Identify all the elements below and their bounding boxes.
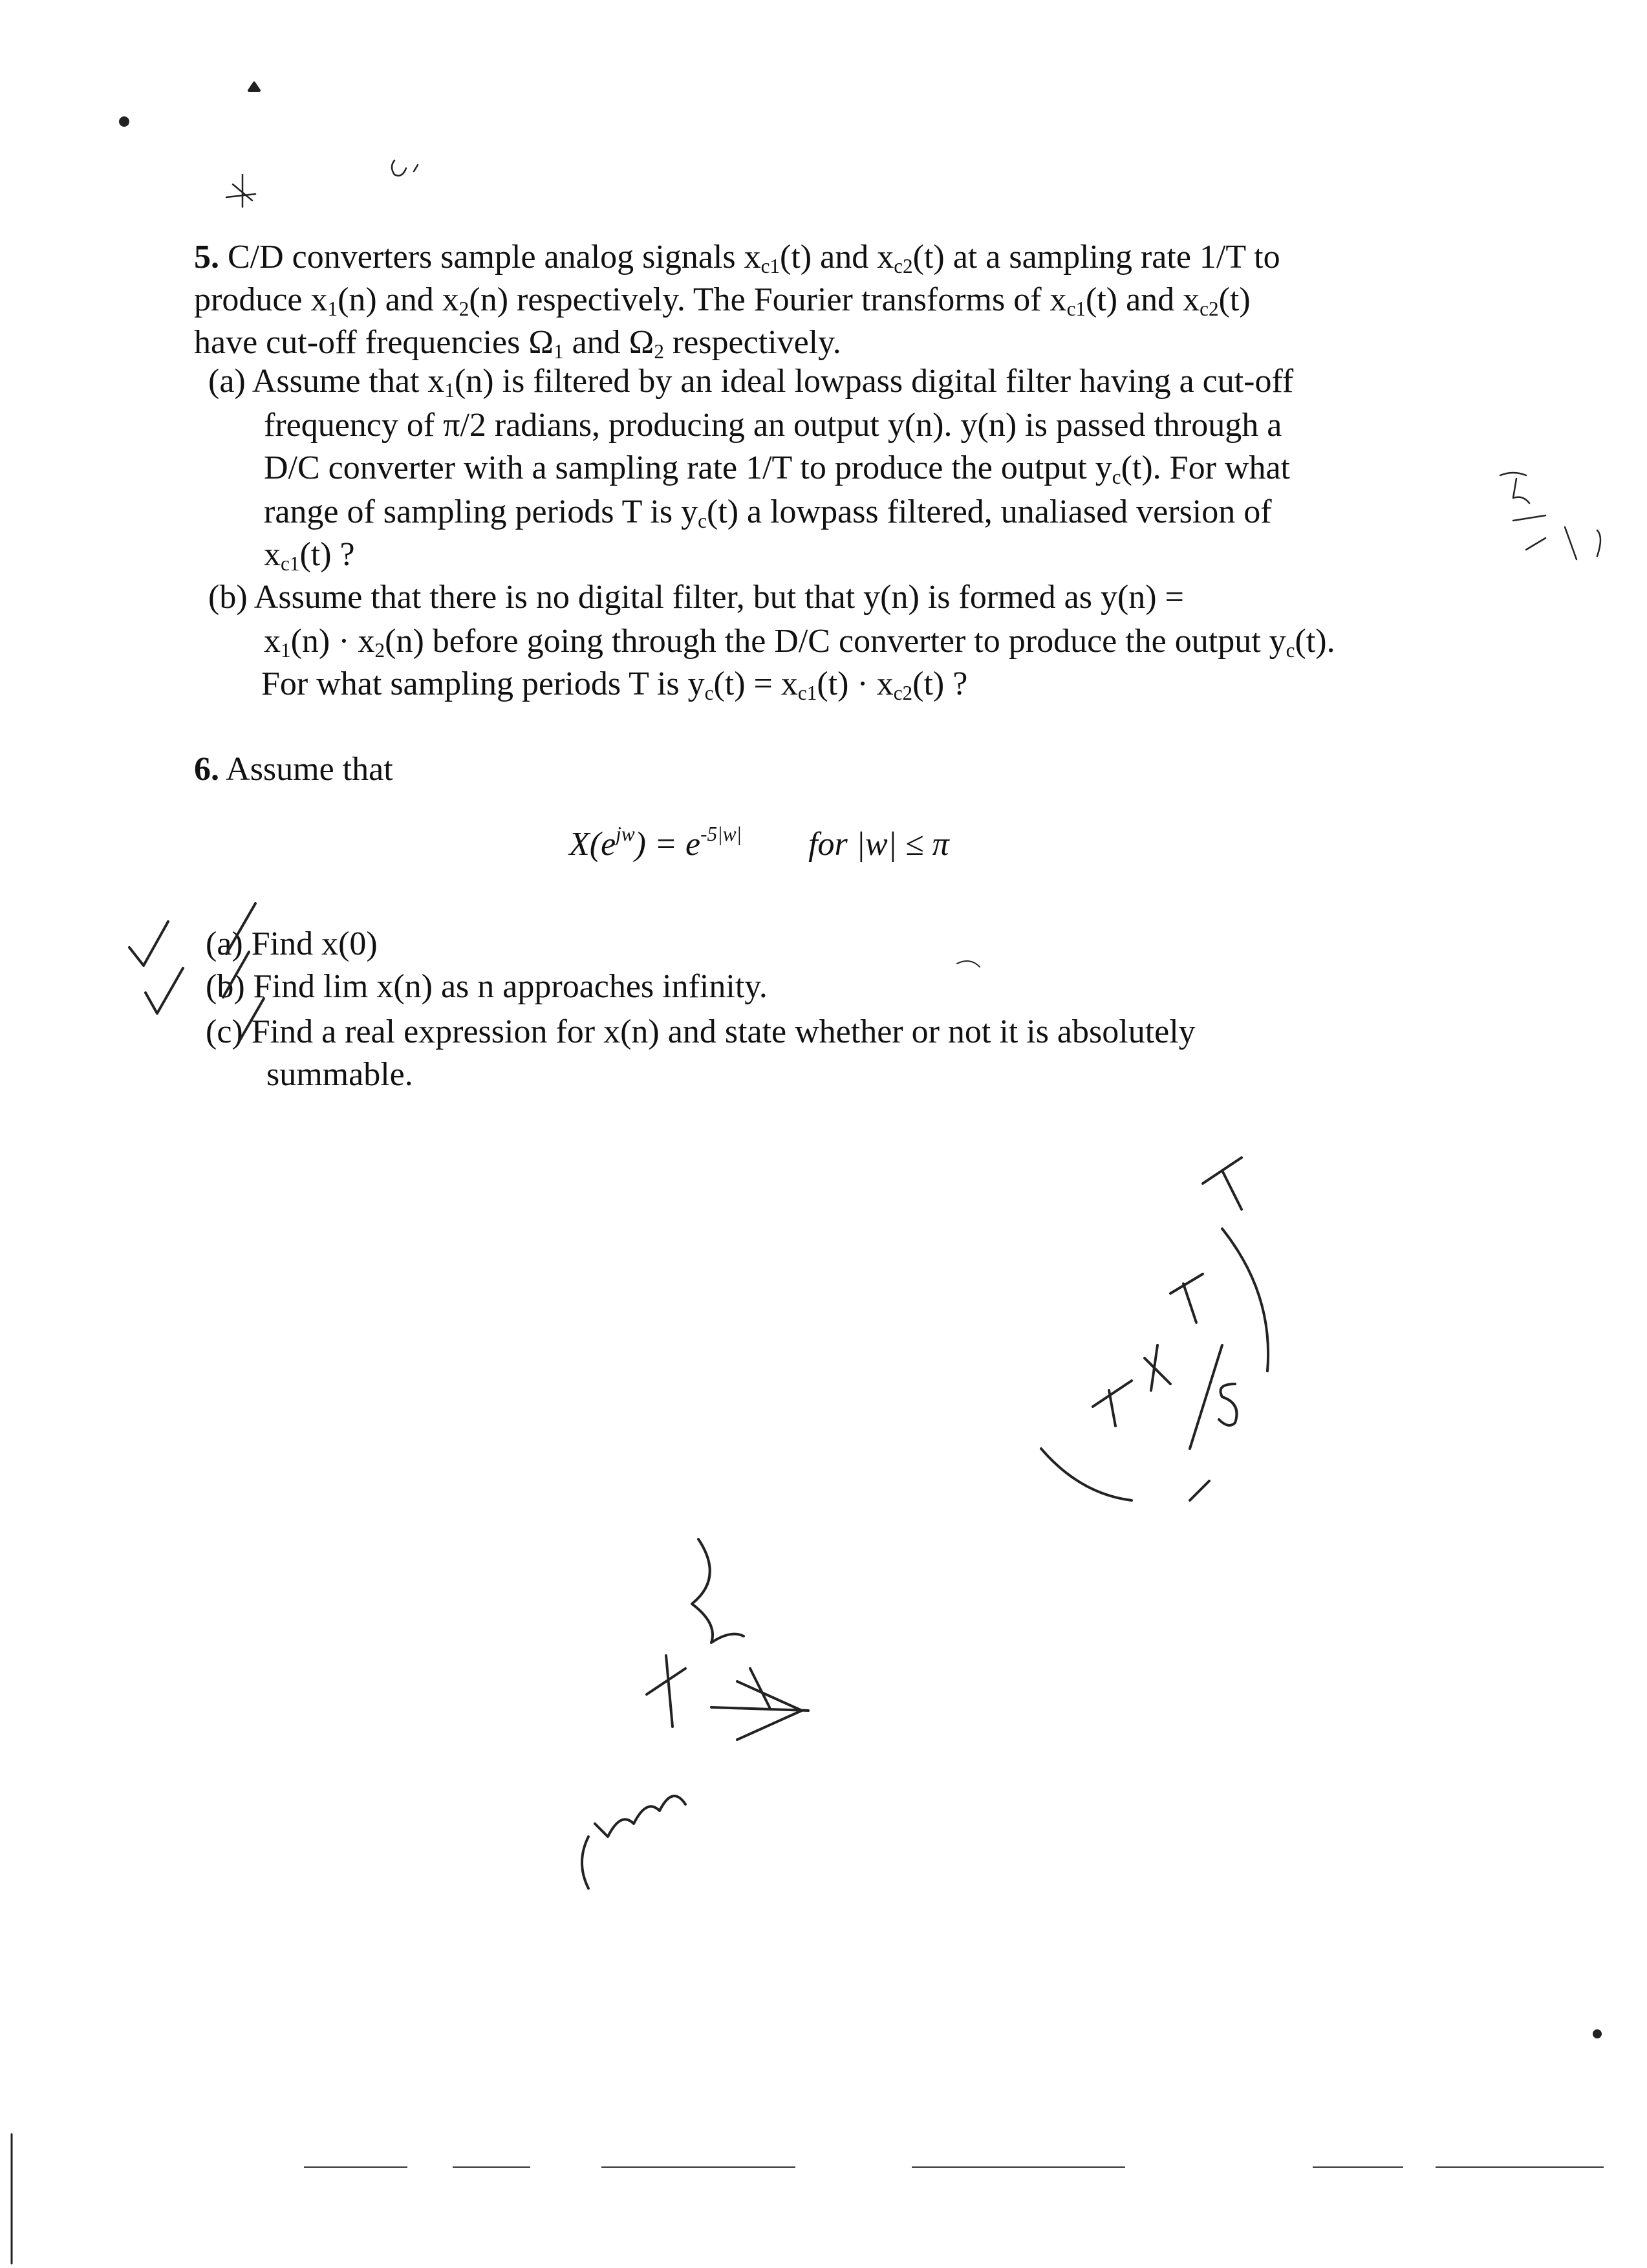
bottom-rule-6 — [1436, 2166, 1604, 2168]
q5b-line-3: For what sampling periods T is $y_c(t) = x_{c1}(t) \cdot x_{c2}(t)$ ? — [261, 665, 968, 704]
stray-mark-triangle — [249, 83, 259, 91]
hand-paren-right — [1222, 1229, 1268, 1371]
stray-dot — [120, 118, 128, 125]
q5a-line-2: frequency of π/2 radians, producing an output y(n). y(n) is passed through a — [264, 407, 1282, 444]
strike-b — [223, 952, 249, 997]
q5-line-3: have cut-off frequencies $\Omega_1$ and $\Omega_2$ respectively. — [194, 324, 841, 363]
hand-paren-left — [1041, 1449, 1132, 1500]
hand-tick — [1190, 1481, 1209, 1500]
check-mark-a — [129, 922, 168, 966]
signature-scrawl-4 — [711, 1669, 808, 1740]
stray-scribble — [392, 160, 418, 176]
q6-equation: $X(e^{jw}) = e^{-5|w|}$ for |w| ≤ π — [569, 823, 949, 863]
q6-number: 6. — [194, 751, 219, 788]
hand-plus — [1145, 1345, 1170, 1390]
bottom-rule-2 — [453, 2166, 530, 2168]
bottom-rule-4 — [912, 2166, 1125, 2168]
q6-equation-condition: for |w| ≤ π — [808, 825, 949, 863]
signature-scrawl-1 — [582, 1796, 685, 1888]
signature-scrawl-3 — [692, 1539, 744, 1643]
hand-divider — [1190, 1345, 1222, 1449]
check-mark-b — [145, 968, 183, 1013]
q5a-line-5: $x_{c1}(t)$ ? — [264, 536, 355, 575]
q5b-line-2: $x_1(n) \cdot x_2(n)$ before going through the D/C converter to produce the output $y_c(t)$. — [264, 623, 1335, 662]
q5a-line-3: D/C converter with a sampling rate 1/T to produce the output $y_c(t)$. For what — [264, 449, 1290, 488]
margin-scribble-3 — [1597, 530, 1600, 556]
q5a-label: (a) — [208, 363, 246, 400]
hand-five — [1219, 1384, 1237, 1425]
hand-7T-2 — [1170, 1274, 1203, 1323]
q5b-label: (b) — [208, 579, 248, 616]
margin-scribble-2 — [1513, 515, 1577, 559]
q6-intro: Assume that — [226, 751, 393, 788]
q6b-line: (b) Find lim x(n) as n approaches infinity. — [206, 968, 768, 1005]
margin-scribble-1 — [1500, 473, 1529, 503]
faint-mark-1 — [957, 961, 980, 967]
signature-scrawl-2 — [647, 1656, 685, 1727]
bottom-rule-1 — [304, 2166, 407, 2168]
hand-arrow — [1203, 1158, 1242, 1209]
q5b-line-1: (b) Assume that there is no digital filter, but that y(n) is formed as y(n) = — [208, 579, 1184, 616]
bottom-rule-5 — [1313, 2166, 1403, 2168]
hand-7T-1 — [1093, 1381, 1132, 1426]
q5a-line-4: range of sampling periods T is $y_c(t)$ a lowpass filtered, unaliased version of — [264, 493, 1272, 532]
q6c-line-2: summable. — [266, 1056, 413, 1093]
q5a-line-1: (a) Assume that $x_1(n)$ is filtered by an ideal lowpass digital filter having a cut-off — [208, 363, 1294, 402]
strike-a — [226, 903, 255, 954]
q5-number: 5. — [194, 239, 219, 275]
stray-dot-2 — [1594, 2031, 1600, 2037]
stray-star-mark — [226, 175, 255, 207]
q6a-line: (a) Find x(0) — [206, 925, 378, 962]
q6c-line-1: (c) Find a real expression for x(n) and state whether or not it is absolutely — [206, 1013, 1196, 1050]
q5-line-1: 5. C/D converters sample analog signals $x_{c1}(t)$ and $x_{c2}(t)$ at a sampling rate 1/T to — [194, 239, 1280, 277]
bottom-rule-3 — [601, 2166, 795, 2168]
strike-c — [239, 999, 264, 1041]
q5-line-2: produce $x_1(n)$ and $x_2(n)$ respectively. The Fourier transforms of $x_{c1}(t)$ and $x_{c2}(t)$ — [194, 281, 1251, 320]
